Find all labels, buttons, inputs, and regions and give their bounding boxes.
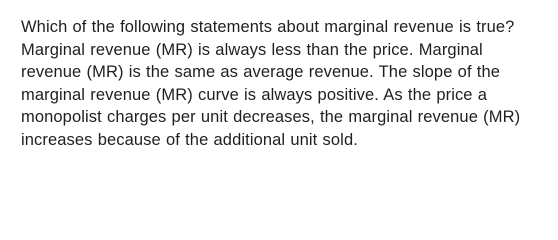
question-text: Which of the following statements about marginal revenue is true? Marginal revenue (MR) is always less than the price. Marginal revenue (MR) is the same as average revenue. The slope of the marginal revenue (MR) curve is always positive. As the price a monopolist charges per unit decreases, the marginal revenue (MR) increases because of the additional unit sold. xyxy=(21,18,521,149)
